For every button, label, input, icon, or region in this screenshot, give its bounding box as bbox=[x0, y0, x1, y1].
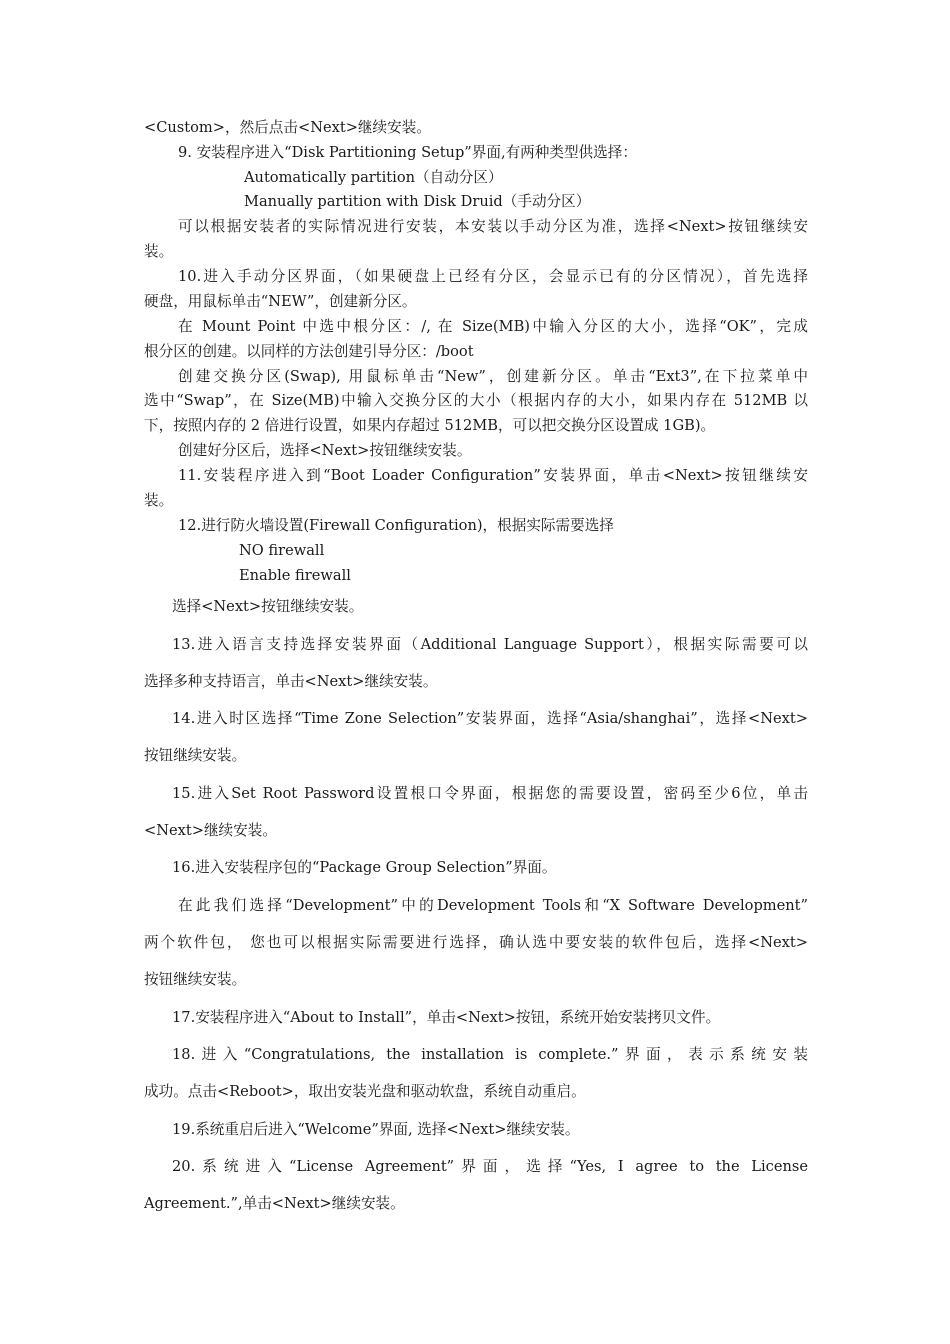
text-line: 17.安装程序进入“About to Install”，单击<Next>按钮，系统开始安装拷贝文件。 bbox=[172, 1009, 721, 1026]
text-line: 创建交换分区(Swap), 用鼠标单击“New”，创建新分区。单击“Ext3”,在下拉菜单中 bbox=[178, 368, 808, 385]
text-line: 选择<Next>按钮继续安装。 bbox=[172, 598, 364, 615]
text-line: 选中“Swap”，在 Size(MB)中输入交换分区的大小（根据内存的大小，如果内存在 512MB 以 bbox=[144, 392, 808, 409]
text-line: 选择多种支持语言，单击<Next>继续安装。 bbox=[144, 673, 438, 690]
text-line: <Next>继续安装。 bbox=[144, 822, 277, 839]
text-line: 装。 bbox=[144, 243, 174, 260]
text-line: 20.系统进入“License Agreement”界面，选择“Yes, I agree to the License bbox=[172, 1158, 808, 1175]
text-line: 成功。点击<Reboot>，取出安装光盘和驱动软盘，系统自动重启。 bbox=[144, 1083, 586, 1100]
text-line: Enable firewall bbox=[239, 567, 351, 584]
text-line: 14.进入时区选择“Time Zone Selection”安装界面，选择“Asia/shanghai”，选择<Next> bbox=[172, 710, 808, 727]
text-line: 11.安装程序进入到“Boot Loader Configuration”安装界面，单击<Next>按钮继续安 bbox=[178, 467, 808, 484]
text-line: 16.进入安装程序包的“Package Group Selection”界面。 bbox=[172, 859, 557, 876]
text-line: 硬盘，用鼠标单击“NEW”，创建新分区。 bbox=[144, 293, 417, 310]
text-line: NO firewall bbox=[239, 542, 325, 559]
text-line: 18.进入“Congratulations, the installation is complete.”界面，表示系统安装 bbox=[172, 1046, 808, 1063]
text-line: <Custom>，然后点击<Next>继续安装。 bbox=[144, 119, 431, 136]
text-line: 12.进行防火墙设置(Firewall Configuration)，根据实际需要选择 bbox=[178, 517, 614, 534]
text-line: Manually partition with Disk Druid（手动分区） bbox=[244, 193, 591, 210]
text-line: 下，按照内存的 2 倍进行设置，如果内存超过 512MB，可以把交换分区设置成 1GB)。 bbox=[144, 417, 716, 434]
text-line: 根分区的创建。以同样的方法创建引导分区：/boot bbox=[144, 343, 474, 360]
text-line: Agreement.”,单击<Next>继续安装。 bbox=[144, 1195, 405, 1212]
text-line: 在此我们选择“Development”中的Development Tools和“X Software Development” bbox=[178, 897, 808, 914]
text-line: 按钮继续安装。 bbox=[144, 971, 247, 988]
text-line: 13.进入语言支持选择安装界面（Additional Language Support），根据实际需要可以 bbox=[172, 636, 808, 653]
text-line: 创建好分区后，选择<Next>按钮继续安装。 bbox=[178, 442, 472, 459]
text-line: 19.系统重启后进入“Welcome”界面, 选择<Next>继续安装。 bbox=[172, 1121, 580, 1138]
text-line: 可以根据安装者的实际情况进行安装，本安装以手动分区为准，选择<Next>按钮继续安 bbox=[178, 218, 808, 235]
text-line: 两个软件包， 您也可以根据实际需要进行选择，确认选中要安装的软件包后，选择<Next> bbox=[144, 934, 808, 951]
text-line: 在 Mount Point 中选中根分区：/, 在 Size(MB)中输入分区的大小，选择“OK”，完成 bbox=[178, 318, 808, 335]
text-line: 装。 bbox=[144, 492, 174, 509]
text-line: Automatically partition（自动分区） bbox=[244, 169, 503, 186]
text-line: 按钮继续安装。 bbox=[144, 747, 247, 764]
text-line: 15.进入Set Root Password设置根口令界面，根据您的需要设置，密码至少6位，单击 bbox=[172, 785, 808, 802]
text-line: 9. 安装程序进入“Disk Partitioning Setup”界面,有两种类型供选择： bbox=[178, 144, 637, 161]
text-line: 10.进入手动分区界面，（如果硬盘上已经有分区，会显示已有的分区情况），首先选择 bbox=[178, 268, 808, 285]
